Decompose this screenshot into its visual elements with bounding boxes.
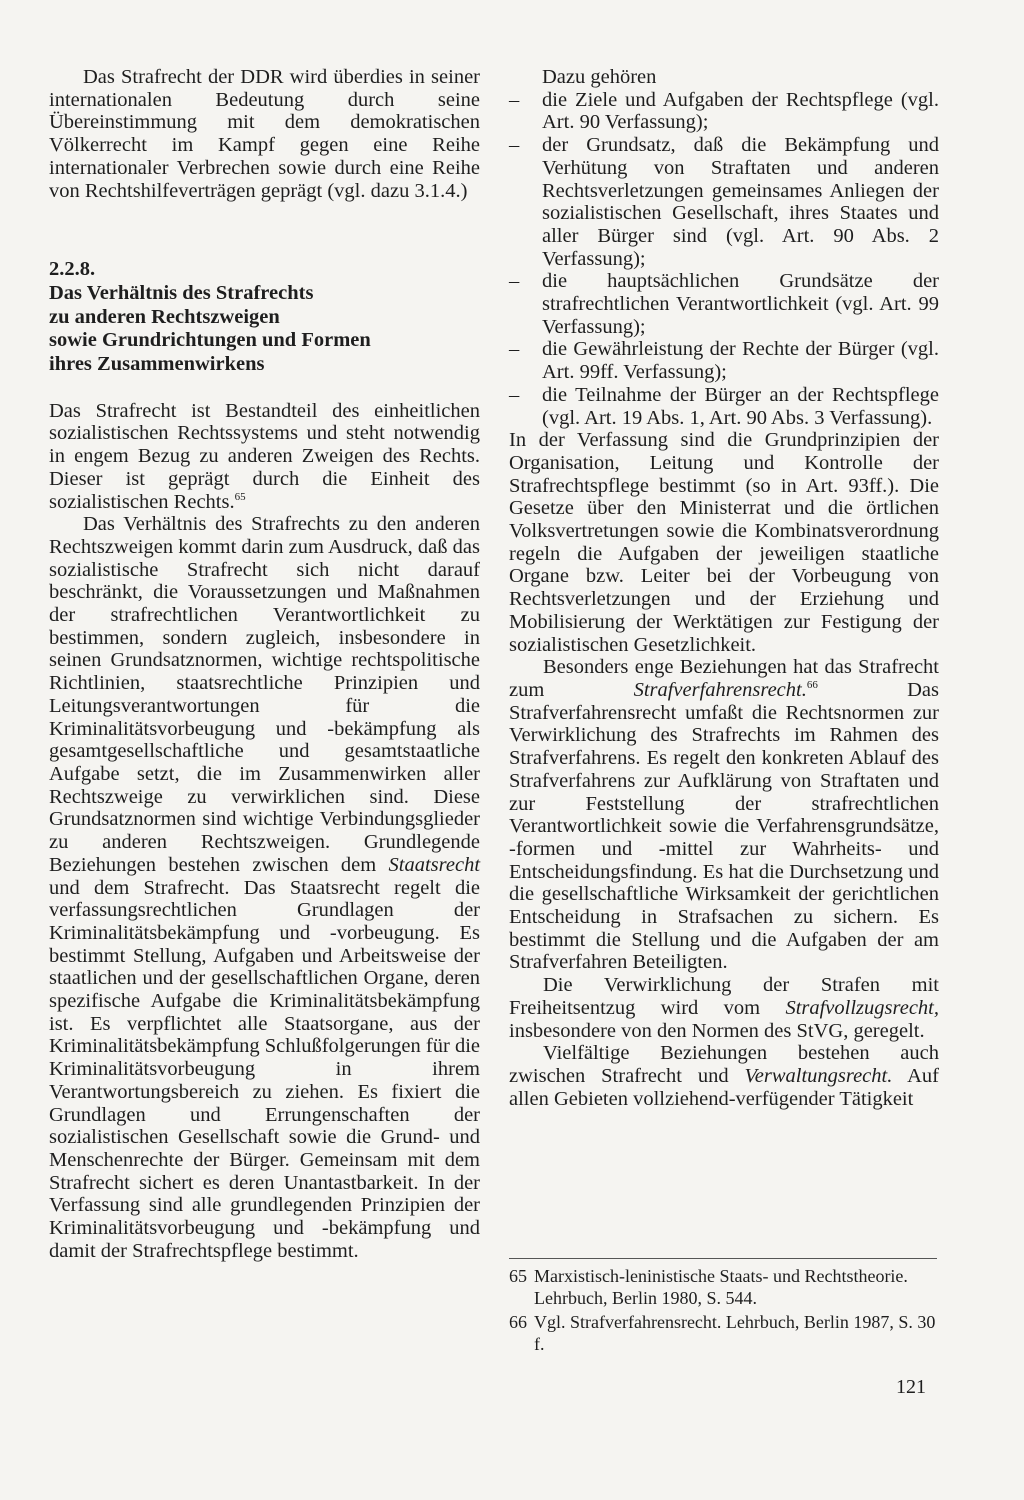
intro-paragraph: Das Strafrecht der DDR wird überdies in seiner internationalen Bedeutung durch seine Übereinstimmung mit dem demokratischen Völkerrecht im Kampf gegen eine Reihe internationaler Verbrechen sowie durch eine Reihe von Rechtshilfeverträgen geprägt (vgl. dazu 3.1.4.) bbox=[49, 66, 480, 202]
footnote-text: Vgl. Strafverfahrensrecht. Lehrbuch, Berlin 1987, S. 30 f. bbox=[534, 1312, 936, 1354]
paragraph: Das Strafrecht ist Bestandteil des einheitlichen sozialistischen Rechtssystems und steht notwendig in engem Bezug zu anderen Zweigen des Rechts. Dieser ist geprägt durch die Einheit des sozialistischen Rechts.$^{65}$ bbox=[49, 399, 480, 513]
footnote-divider bbox=[509, 1258, 937, 1259]
emphasis: Staatsrecht bbox=[388, 853, 481, 876]
emphasis: Strafvollzugsrecht, bbox=[785, 996, 939, 1019]
right-column bbox=[509, 66, 939, 1110]
section-heading bbox=[49, 258, 480, 377]
footnote-ref[interactable]: 66 bbox=[806, 678, 818, 691]
list-item: – der Grundsatz, daß die Bekämpfung und Verhütung von Straftaten und anderen Rechtsverletzungen gemeinsames Anliegen der sozialistischen Gesellschaft, ihres Staates und aller Bürger sind (vgl. Art. 90 Abs. 2 Verfassung); bbox=[509, 134, 939, 270]
paragraph: Vielfältige Beziehungen bestehen auch zwischen Strafrecht und Verwaltungsrecht. Auf allen Gebieten vollziehend-verfügender Tätigkeit bbox=[509, 1042, 940, 1110]
section-title-line-3: sowie Grundrichtungen und Formen bbox=[49, 329, 371, 352]
paragraph: In der Verfassung sind die Grundprinzipien der Organisation, Leitung und Kontrolle der Strafrechtspflege bestimmt (so in Art. 93ff.). Die Gesetze über den Ministerrat und die örtlichen Volksvertretungen sowie die Kombinatsverordnung regeln die Aufgaben der jeweiligen staatliche Organe bzw. Leiter bei der Vorbeugung von Rechtsverletzungen und der Erziehung und Mobilisierung der Werktätigen zur Festigung der sozialistischen Gesetzlichkeit. bbox=[509, 429, 939, 656]
left-column bbox=[49, 66, 480, 1262]
footnotes bbox=[509, 1265, 939, 1357]
list-item: – die Gewährleistung der Rechte der Bürger (vgl. Art. 99ff. Verfassung); bbox=[509, 338, 939, 383]
page-number: 121 bbox=[896, 1376, 926, 1398]
paragraph: Besonders enge Beziehungen hat das Strafrecht zum Strafverfahrensrecht.$^{66}$ Das Strafverfahrensrecht umfaßt die Rechtsnormen zur Verwirklichung des Strafrechts im Rahmen des Strafverfahrens. Es regelt den konkreten Ablauf des Strafverfahrens zur Aufklärung von Straftaten und zur Feststellung der strafrechtlichen Verantwortlichkeit sowie die Verfahrensgrundsätze, -formen und -mittel zur Wahrheits- und Entscheidungsfindung. Es hat die Durchsetzung und die gesellschaftliche Wirksamkeit der gerichtlichen Entscheidung in Strafsachen zu sichern. Es bestimmt die Stellung und die Aufgaben der am Strafverfahren Beteiligten. bbox=[509, 656, 939, 974]
section-number: 2.2.8. bbox=[49, 258, 96, 281]
list-item: – die Teilnahme der Bürger an der Rechtspflege (vgl. Art. 19 Abs. 1, Art. 90 Abs. 3 Verfassung). bbox=[509, 384, 939, 429]
list-item: – die hauptsächlichen Grundsätze der strafrechtlichen Verantwortlichkeit (vgl. Art. 99 Verfassung); bbox=[509, 270, 939, 338]
list-item: – die Ziele und Aufgaben der Rechtspflege (vgl. Art. 90 Verfassung); bbox=[509, 89, 939, 134]
paragraph: Die Verwirklichung der Strafen mit Freiheitsentzug wird vom Strafvollzugsrecht, insbesondere von den Normen des StVG, geregelt. bbox=[509, 974, 939, 1042]
footnote-ref[interactable]: 65 bbox=[234, 490, 246, 503]
footnote-number: 65 bbox=[509, 1266, 527, 1286]
dash-list bbox=[509, 89, 939, 430]
footnote bbox=[509, 1311, 939, 1355]
emphasis: Verwaltungsrecht. bbox=[744, 1064, 893, 1087]
emphasis: Strafverfahrensrecht. bbox=[633, 678, 807, 701]
list-lead: Dazu gehören bbox=[542, 66, 657, 88]
footnote-number: 66 bbox=[509, 1312, 527, 1332]
paragraph: Das Verhältnis des Strafrechts zu den anderen Rechtszweigen kommt darin zum Ausdruck, daß das sozialistische Strafrecht sich nicht darauf beschränkt, die Voraussetzungen und Maßnahmen der strafrechtlichen Verantwortlichkeit zu bestimmen, sondern zugleich, insbesondere in seinen Grundsatznormen, wichtige rechtspolitische Richtlinien, staatsrechtliche Prinzipien und Leitungsverantwortungen für die Kriminalitätsvorbeugung und -bekämpfung als gesamtgesellschaftliche und gesamtstaatliche Aufgabe setzt, die im Zusammenwirken aller Rechtszweige zu verwirklichen sind. Diese Grundsatznormen sind wichtige Verbindungsglieder zu anderen Rechtszweigen. Grundlegende Beziehungen bestehen zwischen dem Staatsrecht und dem Strafrecht. Das Staatsrecht regelt die verfassungsrechtlichen Grundlagen der Kriminalitätsbekämpfung und -vorbeugung. Es bestimmt Stellung, Aufgaben und Arbeitsweise der staatlichen und der gesellschaftlichen Organe, deren spezifische Aufgabe die Kriminalitätsbekämpfung ist. Es verpflichtet alle Staatsorgane, aus der Kriminalitätsbekämpfung Schlußfolgerungen für die Kriminalitätsvorbeugung in ihrem Verantwortungsbereich zu ziehen. Es fixiert die Grundlagen und Errungenschaften der sozialistischen Gesellschaft sowie die Grund- und Menschenrechte der Bürger. Gemeinsam mit dem Strafrecht sichert es deren Unantastbarkeit. In der Verfassung sind alle grundlegenden Prinzipien der Kriminalitätsvorbeugung und -bekämpfung und damit der Strafrechtspflege bestimmt. bbox=[49, 513, 481, 1262]
section-title-line-1: Das Verhältnis des Strafrechts bbox=[49, 281, 314, 304]
footnote-text: Marxistisch-leninistische Staats- und Rechtstheorie. Lehrbuch, Berlin 1980, S. 544. bbox=[534, 1266, 908, 1308]
section-title-line-2: zu anderen Rechtszweigen bbox=[49, 305, 280, 328]
section-title-line-4: ihres Zusammenwirkens bbox=[49, 353, 265, 376]
footnote bbox=[509, 1265, 939, 1309]
